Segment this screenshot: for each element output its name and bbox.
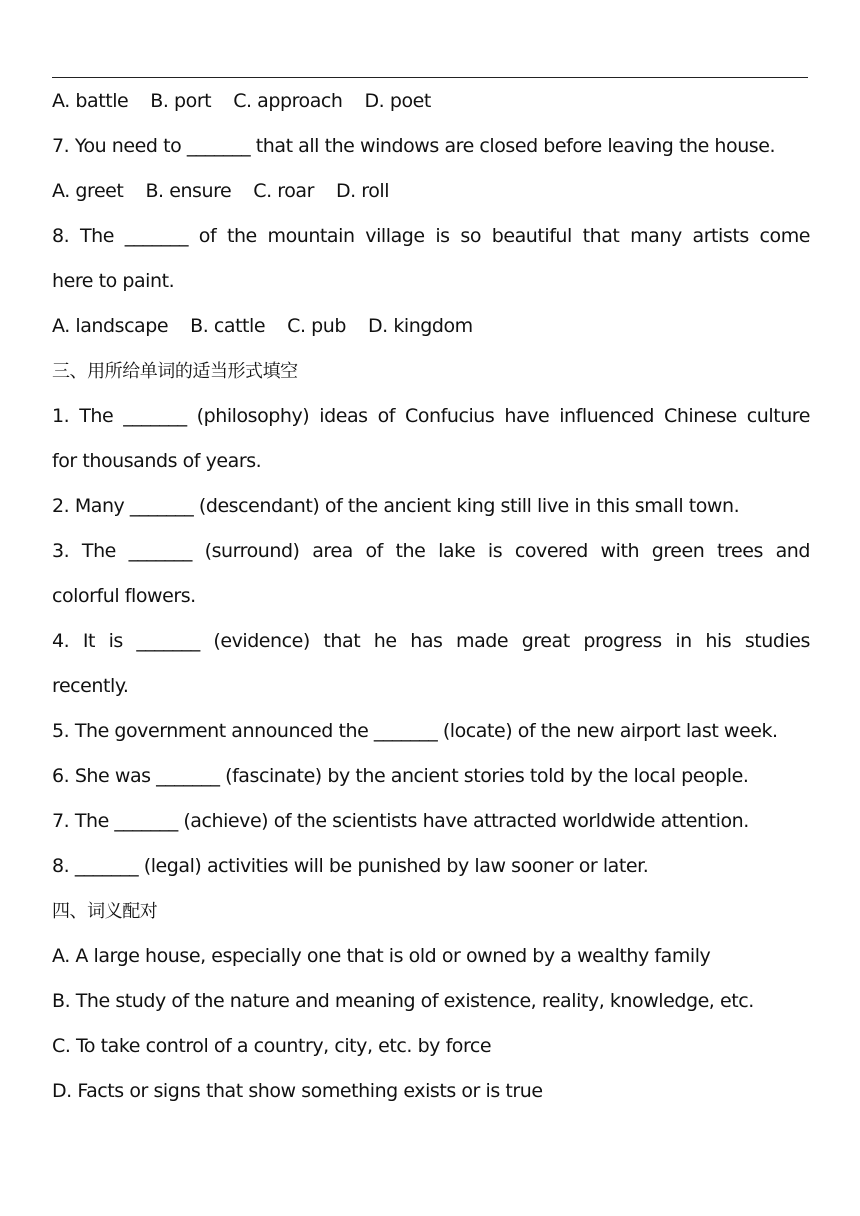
s3-item4-line2: recently.	[52, 675, 129, 697]
q6-option-d: D. poet	[364, 90, 431, 112]
q7-option-d: D. roll	[335, 180, 390, 202]
s4-definition-c: C. To take control of a country, city, etc. by force	[52, 1035, 492, 1057]
q7-option-a: A. greet	[52, 180, 124, 202]
q8-option-a: A. landscape	[52, 315, 169, 337]
q8-option-c: C. pub	[287, 315, 346, 337]
q6-options	[52, 79, 810, 124]
q8-options	[52, 304, 810, 349]
q6-option-a: A. battle	[52, 90, 129, 112]
s3-item3-line1: 3. The _______ (surround) area of the lake is covered with green trees and	[52, 540, 810, 562]
q7-question: 7. You need to _______ that all the windows are closed before leaving the house.	[52, 135, 776, 157]
s4-definition-a: A. A large house, especially one that is old or owned by a wealthy family	[52, 945, 711, 967]
section3-heading: 三、用所给单词的适当形式填空	[52, 361, 298, 382]
s3-item1-line2: for thousands of years.	[52, 450, 262, 472]
s3-item2: 2. Many _______ (descendant) of the ancient king still live in this small town.	[52, 495, 740, 517]
q8-question-line2: here to paint.	[52, 270, 175, 292]
q8-question-line1: 8. The _______ of the mountain village is so beautiful that many artists come	[52, 225, 810, 247]
q7-options	[52, 169, 810, 214]
q8-option-d: D. kingdom	[367, 315, 473, 337]
s4-definition-d: D. Facts or signs that show something exists or is true	[52, 1080, 543, 1102]
header-rule	[52, 77, 808, 78]
s3-item3-line2: colorful flowers.	[52, 585, 196, 607]
s3-item4-line1: 4. It is _______ (evidence) that he has made great progress in his studies	[52, 630, 810, 652]
s3-item8: 8. _______ (legal) activities will be punished by law sooner or later.	[52, 855, 649, 877]
s4-definition-b: B. The study of the nature and meaning of existence, reality, knowledge, etc.	[52, 990, 754, 1012]
q8-option-b: B. cattle	[190, 315, 266, 337]
s3-item6: 6. She was _______ (fascinate) by the ancient stories told by the local people.	[52, 765, 749, 787]
s3-item5: 5. The government announced the _______ (locate) of the new airport last week.	[52, 720, 778, 742]
s3-item1-line1: 1. The _______ (philosophy) ideas of Confucius have influenced Chinese culture	[52, 405, 810, 427]
q7-option-b: B. ensure	[145, 180, 232, 202]
q7-option-c: C. roar	[253, 180, 314, 202]
s3-item7: 7. The _______ (achieve) of the scientists have attracted worldwide attention.	[52, 810, 749, 832]
section4-heading: 四、词义配对	[52, 901, 158, 922]
q6-option-b: B. port	[150, 90, 212, 112]
q6-option-c: C. approach	[233, 90, 343, 112]
